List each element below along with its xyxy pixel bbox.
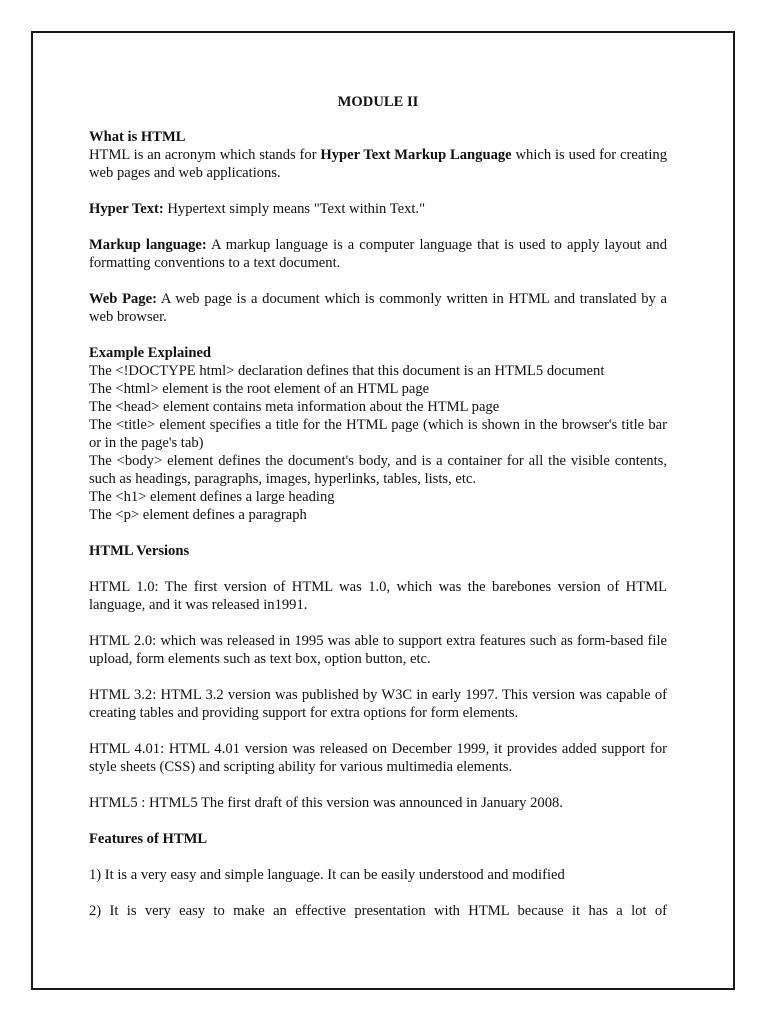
what-is-html-text-suffix: which is used for creating web pages and web applications.	[89, 147, 667, 181]
feature-item: 1) It is a very easy and simple language. It can be easily understood and modified	[89, 867, 565, 883]
example-line: The <title> element specifies a title for the HTML page (which is shown in the browser's title bar or in the page's tab)	[89, 417, 667, 451]
version-item: HTML5 : HTML5 The first draft of this version was announced in January 2008.	[89, 795, 563, 811]
version-item: HTML 3.2: HTML 3.2 version was published by W3C in early 1997. This version was capable of creating tables and providing support for extra options for form elements.	[89, 687, 667, 721]
version-item: HTML 1.0: The first version of HTML was 1.0, which was the barebones version of HTML language, and it was released in1991.	[89, 579, 667, 613]
web-page-definition: A web page is a document which is commonly written in HTML and translated by a web browser.	[89, 291, 667, 325]
web-page-section	[89, 290, 667, 326]
example-explained-section	[89, 344, 667, 524]
feature-item: 2) It is very easy to make an effective presentation with HTML because it has a lot of	[89, 903, 667, 919]
web-page-term: Web Page:	[89, 291, 157, 307]
example-line: The <body> element defines the document's body, and is a container for all the visible contents, such as headings, paragraphs, images, hyperlinks, tables, lists, etc.	[89, 453, 667, 487]
markup-language-section	[89, 236, 667, 272]
markup-language-term: Markup language:	[89, 237, 207, 253]
document-body	[89, 93, 667, 938]
markup-language-definition: A markup language is a computer language that is used to apply layout and formatting conventions to a text document.	[89, 237, 668, 271]
what-is-html-text-bold: Hyper Text Markup Language	[320, 147, 512, 163]
hyper-text-definition: Hypertext simply means "Text within Text."	[163, 201, 426, 217]
example-line: The <p> element defines a paragraph	[89, 507, 307, 523]
what-is-html-section	[89, 128, 667, 182]
features-heading: Features of HTML	[89, 831, 208, 847]
example-line: The <html> element is the root element of an HTML page	[89, 381, 430, 397]
example-line: The <!DOCTYPE html> declaration defines that this document is an HTML5 document	[89, 363, 605, 379]
html-versions-heading: HTML Versions	[89, 543, 190, 559]
version-item: HTML 4.01: HTML 4.01 version was released on December 1999, it provides added support for style sheets (CSS) and scripting ability for various multimedia elements.	[89, 741, 667, 775]
example-line: The <head> element contains meta information about the HTML page	[89, 399, 500, 415]
hyper-text-term: Hyper Text:	[89, 201, 164, 217]
version-item: HTML 2.0: which was released in 1995 was able to support extra features such as form-based file upload, form elements such as text box, option button, etc.	[89, 633, 667, 667]
example-explained-heading: Example Explained	[89, 345, 212, 361]
hyper-text-section	[89, 200, 667, 218]
module-title: MODULE II	[337, 94, 419, 110]
what-is-html-text-prefix: HTML is an acronym which stands for	[89, 147, 321, 163]
example-line: The <h1> element defines a large heading	[89, 489, 335, 505]
what-is-html-heading: What is HTML	[89, 129, 186, 145]
